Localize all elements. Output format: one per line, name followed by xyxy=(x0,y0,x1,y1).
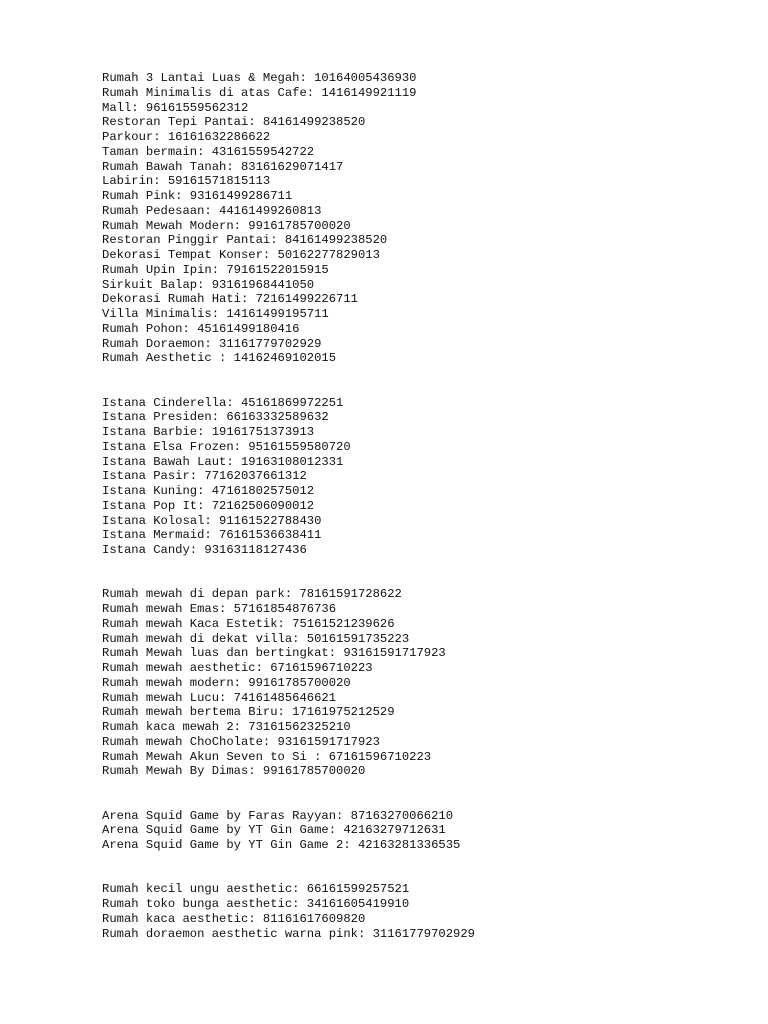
text-line: Rumah Mewah Modern: 99161785700020 xyxy=(102,218,351,233)
text-line: Dekorasi Rumah Hati: 72161499226711 xyxy=(102,292,358,307)
text-line: Villa Minimalis: 14161499195711 xyxy=(102,307,329,321)
text-line: Rumah mewah aesthetic: 67161596710223 xyxy=(102,661,373,675)
text-line: Rumah Minimalis di atas Cafe: 1416149921119 xyxy=(102,85,417,100)
text-line: Rumah 3 Lantai Luas & Megah: 10164005436930 xyxy=(102,71,417,85)
text-line: Rumah toko bunga aesthetic: 34161605419910 xyxy=(102,897,410,911)
text-line: Rumah mewah Lucu: 74161485646621 xyxy=(102,690,337,705)
text-line: Arena Squid Game by YT Gin Game 2: 42163281336535 xyxy=(102,838,461,852)
text-line: Istana Candy: 93163118127436 xyxy=(102,543,307,557)
text-line: Rumah Pink: 93161499286711 xyxy=(102,189,293,203)
text-line: Rumah kaca aesthetic: 81161617609820 xyxy=(102,911,366,926)
text-line: Rumah mewah Emas: 57161854876736 xyxy=(102,602,337,616)
text-line: Istana Presiden: 66163332589632 xyxy=(102,410,329,425)
text-block-istana xyxy=(102,396,742,558)
text-line: Restoran Tepi Pantai: 84161499238520 xyxy=(102,115,366,130)
text-block-aesthetic xyxy=(102,882,742,941)
text-line: Istana Kolosal: 91161522788430 xyxy=(102,513,322,528)
text-block-arena xyxy=(102,809,742,853)
text-line: Rumah kaca mewah 2: 73161562325210 xyxy=(102,720,351,734)
text-line: Rumah Doraemon: 31161779702929 xyxy=(102,336,322,351)
text-line: Rumah Pohon: 45161499180416 xyxy=(102,321,300,336)
text-line: Istana Mermaid: 76161536638411 xyxy=(102,528,322,543)
text-line: Arena Squid Game by YT Gin Game: 42163279712631 xyxy=(102,823,446,838)
text-line: Labirin: 59161571815113 xyxy=(102,174,271,189)
text-line: Rumah kecil ungu aesthetic: 66161599257521 xyxy=(102,882,410,897)
text-line: Rumah Aesthetic : 14162469102015 xyxy=(102,351,337,366)
text-line: Arena Squid Game by Faras Rayyan: 87163270066210 xyxy=(102,808,454,823)
text-line: Istana Cinderella: 45161869972251 xyxy=(102,395,344,410)
text-line: Rumah mewah di dekat villa: 50161591735223 xyxy=(102,631,410,646)
text-line: Parkour: 16161632286622 xyxy=(102,130,271,144)
text-block-rumah-mewah xyxy=(102,587,742,779)
text-line: Rumah Upin Ipin: 79161522015915 xyxy=(102,262,329,277)
text-line: Rumah mewah ChoCholate: 93161591717923 xyxy=(102,734,380,749)
text-line: Istana Elsa Frozen: 95161559580720 xyxy=(102,439,351,454)
text-line: Rumah Mewah By Dimas: 99161785700020 xyxy=(102,764,366,779)
text-line: Rumah Bawah Tanah: 83161629071417 xyxy=(102,159,344,174)
text-block-rumah xyxy=(102,71,742,366)
document-page xyxy=(102,71,742,941)
text-line: Rumah Mewah Akun Seven to Si : 67161596710223 xyxy=(102,749,432,764)
text-line: Restoran Pinggir Pantai: 84161499238520 xyxy=(102,233,388,248)
text-line: Sirkuit Balap: 93161968441050 xyxy=(102,277,315,292)
text-line: Rumah mewah di depan park: 78161591728622 xyxy=(102,587,402,602)
text-line: Rumah mewah Kaca Estetik: 75161521239626 xyxy=(102,616,395,631)
text-line: Rumah Pedesaan: 44161499260813 xyxy=(102,203,322,218)
text-line: Rumah mewah modern: 99161785700020 xyxy=(102,675,351,690)
text-line: Istana Bawah Laut: 19163108012331 xyxy=(102,454,344,469)
text-line: Istana Pop It: 72162506090012 xyxy=(102,498,315,513)
text-line: Dekorasi Tempat Konser: 50162277829013 xyxy=(102,248,380,262)
text-line: Rumah Mewah luas dan bertingkat: 93161591717923 xyxy=(102,646,446,661)
text-line: Mall: 96161559562312 xyxy=(102,100,249,115)
text-line: Taman bermain: 43161559542722 xyxy=(102,144,315,159)
text-line: Istana Pasir: 77162037661312 xyxy=(102,469,307,484)
text-line: Rumah mewah bertema Biru: 17161975212529 xyxy=(102,705,395,720)
text-line: Rumah doraemon aesthetic warna pink: 31161779702929 xyxy=(102,926,475,941)
text-line: Istana Barbie: 19161751373913 xyxy=(102,425,315,439)
text-line: Istana Kuning: 47161802575012 xyxy=(102,484,315,498)
